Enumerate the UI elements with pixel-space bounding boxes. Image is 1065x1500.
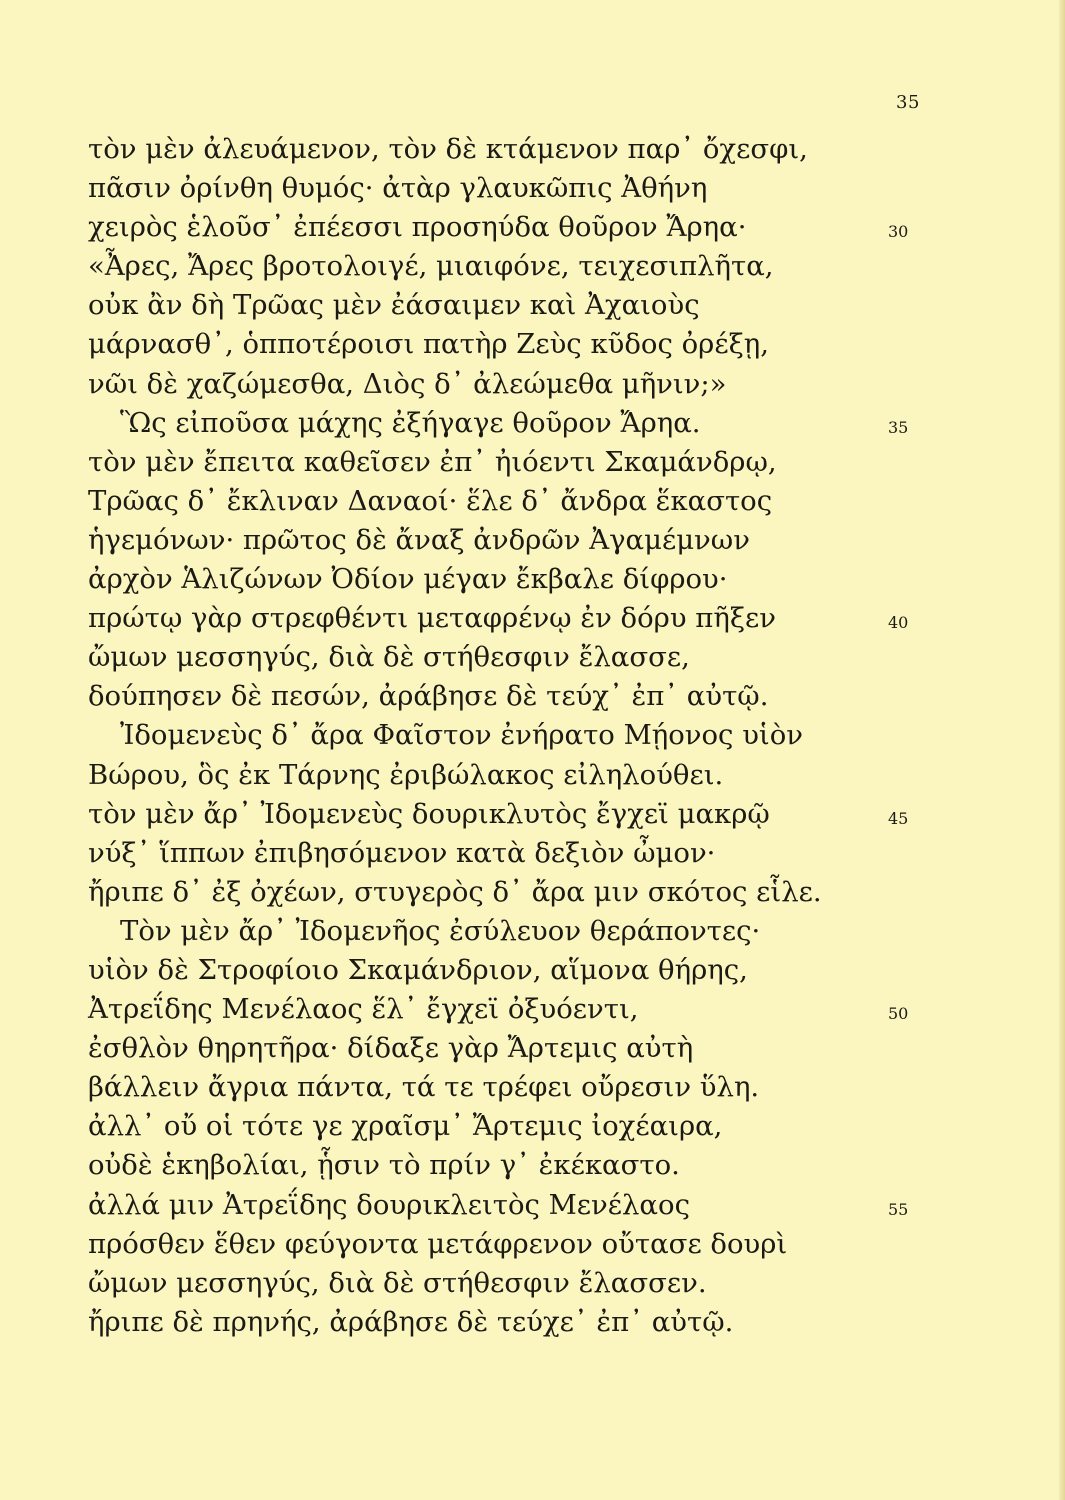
verse-text: Ἰδομενεὺς δ᾽ ἄρα Φαῖστον ἐνήρατο Μῄονος υἱὸν xyxy=(120,719,803,752)
verse-line xyxy=(88,1068,1028,1107)
verse-line xyxy=(88,756,1028,795)
verse-line xyxy=(88,1303,1028,1342)
verse-text: ἀλλά μιν Ἀτρεΐδης δουρικλειτὸς Μενέλαος xyxy=(88,1188,690,1221)
verse-text: Τὸν μὲν ἄρ᾽ Ἰδομενῆος ἐσύλευον θεράποντες· xyxy=(120,914,761,947)
verse-text: ἀλλ᾽ οὔ οἱ τότε γε χραῖσμ᾽ Ἄρτεμις ἰοχέαιρα, xyxy=(88,1110,723,1143)
line-number: 50 xyxy=(888,1004,909,1024)
verse-line xyxy=(88,795,1028,834)
verse-text: ἀρχὸν Ἁλιζώνων Ὀδίον μέγαν ἔκβαλε δίφρου· xyxy=(88,563,728,596)
verse-text: νῶι δὲ χαζώμεσθα, Διὸς δ᾽ ἀλεώμεθα μῆνιν;» xyxy=(88,367,727,400)
verse-line xyxy=(88,873,1028,912)
verse-text: ὤμων μεσσηγύς, διὰ δὲ στήθεσφιν ἔλασσεν. xyxy=(88,1266,707,1299)
line-number: 30 xyxy=(888,222,909,242)
verse-line xyxy=(88,130,1028,169)
verse-text: τὸν μὲν ἀλευάμενον, τὸν δὲ κτάμενον παρ᾽ ὄχεσφι, xyxy=(88,133,808,165)
verse-text: ὤμων μεσσηγύς, διὰ δὲ στήθεσφιν ἔλασσε, xyxy=(88,641,690,674)
verse-line xyxy=(88,560,1028,599)
verse-line xyxy=(88,912,1028,951)
line-number: 35 xyxy=(888,417,909,437)
verse-text: βάλλειν ἄγρια πάντα, τά τε τρέφει οὔρεσιν ὕλη. xyxy=(88,1071,760,1104)
verse-text: πρόσθεν ἕθεν φεύγοντα μετάφρενον οὔτασε δουρὶ xyxy=(88,1227,788,1260)
verse-text: Ἀτρεΐδης Μενέλαος ἕλ᾽ ἔγχεϊ ὀξυόεντι, xyxy=(88,993,639,1026)
verse-line xyxy=(88,404,1028,443)
verse-text: ἤριπε δὲ πρηνής, ἀράβησε δὲ τεύχε᾽ ἐπ᾽ αὐτῷ. xyxy=(88,1305,734,1338)
verse-text: πρώτῳ γὰρ στρεφθέντι μεταφρένῳ ἐν δόρυ πῆξεν xyxy=(88,602,776,635)
verse-line xyxy=(88,247,1028,286)
verse-text: πᾶσιν ὀρίνθη θυμός· ἀτὰρ γλαυκῶπις Ἀθήνη xyxy=(88,172,708,205)
verse-line xyxy=(88,286,1028,325)
verse-text: χειρὸς ἑλοῦσ᾽ ἐπέεσσι προσηύδα θοῦρον Ἄρηα· xyxy=(88,211,747,244)
verse-line xyxy=(88,521,1028,560)
verse-text: Ὣς εἰποῦσα μάχης ἐξήγαγε θοῦρον Ἄρηα. xyxy=(120,406,701,439)
verse-text: υἱὸν δὲ Στροφίοιο Σκαμάνδριον, αἵμονα θήρης, xyxy=(88,953,748,986)
verse-line xyxy=(88,990,1028,1029)
verse-line xyxy=(88,169,1028,208)
verse-text: ἐσθλὸν θηρητῆρα· δίδαξε γὰρ Ἄρτεμις αὐτὴ xyxy=(88,1032,694,1065)
verse-text: μάρνασθ᾽, ὁπποτέροισι πατὴρ Ζεὺς κῦδος ὀρέξῃ, xyxy=(88,328,769,361)
line-number: 40 xyxy=(888,613,909,633)
verse-line xyxy=(88,1029,1028,1068)
verse-line xyxy=(88,1146,1028,1185)
verse-line xyxy=(88,638,1028,677)
verse-line xyxy=(88,677,1028,716)
verse-line xyxy=(88,951,1028,990)
line-number: 45 xyxy=(888,808,909,828)
verse-text: τὸν μὲν ἔπειτα καθεῖσεν ἐπ᾽ ἠιόεντι Σκαμάνδρῳ, xyxy=(88,445,777,478)
verse-line xyxy=(88,1225,1028,1264)
verse-text: τὸν μὲν ἄρ᾽ Ἰδομενεὺς δουρικλυτὸς ἔγχεϊ μακρῷ xyxy=(88,797,770,830)
verse-text: οὐδὲ ἑκηβολίαι, ᾗσιν τὸ πρίν γ᾽ ἐκέκαστο. xyxy=(88,1149,680,1182)
verse-line xyxy=(88,365,1028,404)
verse-line xyxy=(88,1264,1028,1303)
verse-block xyxy=(88,130,1028,1342)
verse-line xyxy=(88,716,1028,755)
verse-text: ἡγεμόνων· πρῶτος δὲ ἄναξ ἀνδρῶν Ἀγαμέμνων xyxy=(88,523,750,556)
verse-text: «Ἆρες, Ἄρες βροτολοιγέ, μιαιφόνε, τειχεσιπλῆτα, xyxy=(88,250,774,283)
verse-line xyxy=(88,599,1028,638)
verse-line xyxy=(88,482,1028,521)
verse-line xyxy=(88,443,1028,482)
verse-text: Βώρου, ὃς ἐκ Τάρνης ἐριβώλακος εἰληλούθει. xyxy=(88,758,724,791)
verse-line xyxy=(88,325,1028,364)
verse-text: δούπησεν δὲ πεσών, ἀράβησε δὲ τεύχ᾽ ἐπ᾽ αὐτῷ. xyxy=(88,680,769,713)
verse-text: Τρῶας δ᾽ ἔκλιναν Δαναοί· ἕλε δ᾽ ἄνδρα ἕκαστος xyxy=(88,484,773,517)
verse-text: οὐκ ἂν δὴ Τρῶας μὲν ἐάσαιμεν καὶ Ἀχαιοὺς xyxy=(88,289,700,322)
line-number: 55 xyxy=(888,1199,909,1219)
verse-line xyxy=(88,208,1028,247)
verse-line xyxy=(88,1186,1028,1225)
page-edge xyxy=(1059,0,1065,1500)
verse-text: νύξ᾽ ἵππων ἐπιβησόμενον κατὰ δεξιὸν ὦμον· xyxy=(88,836,716,869)
verse-line xyxy=(88,834,1028,873)
verse-text: ἤριπε δ᾽ ἐξ ὀχέων, στυγερὸς δ᾽ ἄρα μιν σκότος εἷλε. xyxy=(88,875,822,908)
page-number: 35 xyxy=(896,92,920,113)
verse-line xyxy=(88,1107,1028,1146)
